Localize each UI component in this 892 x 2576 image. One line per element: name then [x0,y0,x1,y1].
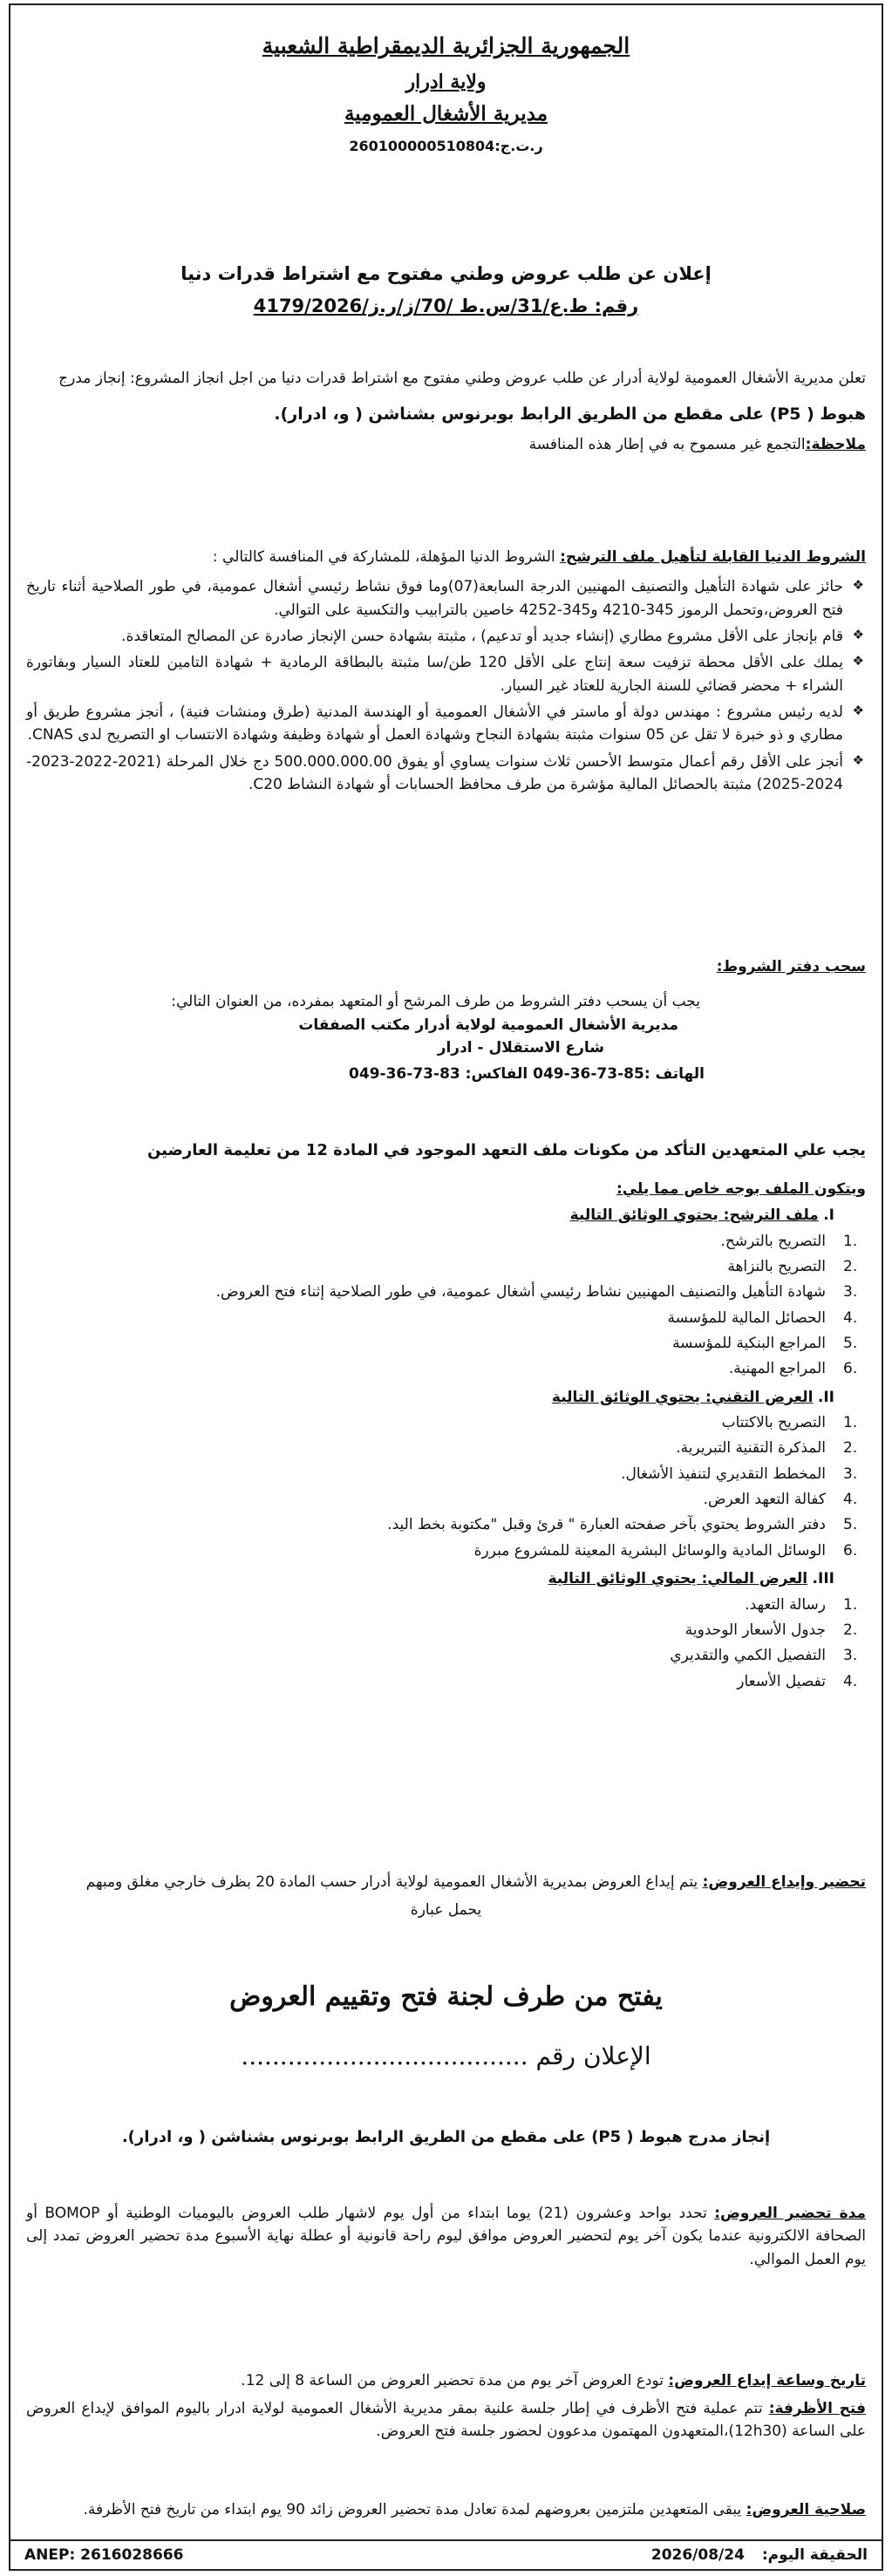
conditions-heading [26,546,866,568]
condition-item: ❖ لديه رئيس مشروع : مهندس دولة أو ماستر في الأشغال العمومية أو الهندسة المدنية (طرق ومنشات فنية) ، أنجز مشروع طريق أو مطاري و ذو خبرة لا تقل عن 05 سنوات مثبتة بشهادة النجاح وشهادة العمل أو شهادة وظيفة وشهادة الانتساب او التصريح لدى CNAS. [26,701,866,747]
deposit-time-section [26,2369,866,2392]
list-item: .2 جدول الأسعار الوحدوية [684,1621,858,1639]
duration-text: تحدد بواحد وعشرون (21) يوما ابتداء من أول يوم لاشهار طلب العروض باليوميات الوطنية أو BOMOP أو الصحافة الالكترونية عندما يكون آخر يوم لتحضير العروض موافق ليوم راحة قانونية أو عطلة نهاية الأسبوع مدة تحضير العروض تمدد إلى يوم العمل الموالي. [26,2205,866,2268]
list-item: .5 دفتر الشروط يحتوي بآخر صفحته العبارة " قرئ وقبل "مكتوبة بخط اليد. [387,1516,858,1534]
title-line-1: إعلان عن طلب عروض وطني مفتوح مع اشتراط قدرات دنيا [180,263,712,284]
list-item: .2 المذكرة التقنية التبريرية. [676,1439,858,1458]
footer-publisher [651,2544,868,2566]
directorate-title: مديرية الأشغال العمومية [344,101,548,126]
withdrawal-section [26,955,866,1086]
section-title: العرض التقني: يحتوي الوثائق التالية [551,1388,814,1406]
section-title: العرض المالي: يحتوي الوثائق التالية [548,1570,808,1588]
intro-text: تعلن مديرية الأشغال العمومية لولاية أدرار عن طلب عروض وطني مفتوح مع اشتراط قدرات دنيا من اجل انجاز المشروع: إنجاز مدرج [58,370,866,387]
list-item: .6 المراجع المهنية. [728,1360,858,1378]
validity-text: يبقى المتعهدين ملتزمين بعروضهم لمدة تعادل مدة تحضير العروض زائد 90 يوم ابتداء من تاريخ فتح الأظرفة. [83,2501,746,2518]
envelope-inscription [26,1977,866,2150]
intro [26,367,866,456]
withdrawal-text: يجب أن يسحب دفتر الشروط من طرف المرشح أو المتعهد بمفرده، من العنوان التالي: [171,993,700,1011]
anep-number: ANEP: 2616028666 [24,2545,184,2564]
note-text: التجمع غير مسموح به في إطار هذه المنافسة [528,435,806,453]
document-list [26,1411,866,1562]
deposit-text [26,1871,866,1893]
deposit-section [26,1871,866,1922]
opening-label: فتح الأظرفة: [768,2400,866,2417]
deposit-label: تحضير وإيداع العروض: [702,1873,866,1891]
header [26,30,866,158]
withdrawal-address-2: شارع الاستقلال - ادرار [437,1039,604,1057]
condition-item: ❖ أنجز على الأقل رقم أعمال متوسط الأحسن ثلاث سنوات يساوي أو يفوق 500.000.000.00 دج خلال المرحلة (2021-2022-2023-2024-2025) مثبتة بالحصائل المالية مؤشرة من طرف محافظ الحسابات أو شهادة النشاط C20. [26,751,866,797]
list-item: .1 التصريح بالاكتتاب [721,1414,858,1432]
deposit-text-2: يحمل عبارة [410,1901,482,1920]
intro-note [26,433,866,456]
opening-text: تتم عملية فتح الأظرف في إطار جلسة علنية بمقر مديرية الأشغال العمومية لولاية ادرار باليوم الموافق لإيداع العروض على الساعة (12h30)،المتعهدون المهتمون مدعوون لحضور جلسة فتح العروض. [26,2400,866,2441]
file-intro: ويتكون الملف بوجه خاص مما يلي: [616,1180,866,1198]
envelope-line-3: إنجاز مدرج هبوط ( P5) على مقطع من الطريق الرابط بوبرنوس بشناشن ( و، ادرار). [121,2127,771,2146]
publisher-name: الحقيقة اليوم: [761,2545,868,2564]
withdrawal-phone: الهاتف :85-73-36-049 الفاكس: 83-73-36-049 [349,1065,705,1084]
publication-date: 2026/08/24 [650,2545,745,2564]
intro-project: هبوط ( P5) على مقطع من الطريق الرابط بوبرنوس بشناشن ( و، ادرار). [274,404,866,425]
footer-bar [10,2539,882,2569]
validity-label: صلاحية العروض: [746,2501,866,2518]
list-item: .3 المخطط التقديري لتنفيذ الأشغال. [621,1465,858,1483]
deposit-body: يتم إيداع العروض بمديرية الأشغال العمومية لولاية أدرار حسب المادة 20 بظرف خارجي مغلق ومبهم [85,1873,703,1891]
list-item: .4 تفصيل الأسعار [737,1672,858,1690]
section-title: ملف الترشح: يحتوي الوثائق التالية [569,1206,819,1225]
conditions-list [26,575,866,796]
withdrawal-label: سحب دفتر الشروط: [716,958,866,975]
duration-section [26,2202,866,2271]
announcement-title [26,260,866,320]
section-financial [26,1567,866,1693]
document-list [26,1594,866,1693]
obligation: يجب علي المتعهدين التأكد من مكونات ملف التعهد الموجود في المادة 12 من تعليمة العارضين [146,1141,866,1159]
envelope-line-1: يفتح من طرف لجنة فتح وتقييم العروض [229,1981,663,2012]
file-composition [26,1178,866,1696]
condition-item: ❖ يملك على الأقل محطة تزفيت سعة إنتاج على الأقل 120 طن/سا مثبتة بالبطاقة الرمادية + شهادة التامين للعتاد السيار وبفاتورة الشراء + محضر قضائي للسنة الجارية للعتاد غير السيار. [26,651,866,697]
deposit-time-label: تاريخ وساعة إيداع العروض: [668,2372,866,2389]
nif-number: ر.ت.ج:260100000510804 [349,138,543,155]
list-item: .1 التصريح بالترشح. [720,1232,858,1250]
list-item: .2 التصريح بالنزاهة [727,1258,858,1276]
list-item: .6 الوسائل المادية والوسائل البشرية المعينة للمشروع مبررة [473,1541,858,1560]
list-item: .3 التفصيل الكمي والتقديري [670,1647,858,1665]
section-roman: II. [817,1388,834,1406]
conditions-section [26,546,866,799]
section-roman: I. [823,1206,834,1225]
announcement-page [9,3,883,2571]
wilaya-title: ولاية ادرار [405,70,487,93]
deposit-time-text: تودع العروض آخر يوم من مدة تحضير العروض من الساعة 8 إلى 12. [241,2372,669,2389]
title-line-2: رقم: ط.ع/31/س.ط /70/ز/ر.ز/4179/2026 [253,295,639,316]
section-roman: III. [812,1570,834,1588]
conditions-label: الشروط الدنيا القابلة لتأهيل ملف الترشح: [560,548,866,566]
section-technical [26,1386,866,1562]
opening-section [26,2397,866,2443]
duration-label: مدة تحضير العروض: [714,2205,867,2222]
list-item: .5 المراجع البنكية للمؤسسة [672,1335,858,1353]
withdrawal-address-1: مديرية الأشغال العمومية لولاية أدرار مكتب الصفقات [298,1016,678,1034]
list-item: .3 شهادة التأهيل والتصنيف المهنيين نشاط رئيسي أشغال عمومية، في طور الصلاحية إثناء فتح العروض. [215,1283,858,1302]
republic-title: الجمهورية الجزائرية الديمقراطية الشعبية [262,33,630,58]
list-item: .1 رسالة التعهد. [745,1595,858,1614]
section-candidacy [26,1204,866,1380]
document-list [26,1230,866,1381]
list-item: .4 كفالة التعهد العرض. [703,1491,858,1509]
list-item: .4 الحصائل المالية للمؤسسة [667,1308,858,1327]
envelope-line-2: الإعلان رقم ..................................... [241,2041,651,2070]
condition-item: ❖ قام بإنجاز على الأقل مشروع مطاري (إنشاء جديد أو تدعيم) ، مثبتة بشهادة حسن الإنجاز صادرة عن المصالح المتعاقدة. [26,625,866,648]
note-label: ملاحظة: [805,435,866,453]
condition-item: ❖ حائز على شهادة التأهيل والتصنيف المهنيين الدرجة السابعة(07)وما فوق نشاط رئيسي أشغال عمومية، في طور الصلاحية أثناء تاريخ فتح العروض،وتحمل الرموز 345-4210 و345-4252 خاصين بالترابيب والتكسية على التوالي. [26,575,866,622]
conditions-lead: الشروط الدنيا المؤهلة، للمشاركة في المنافسة كالتالي : [212,548,561,566]
validity-section [26,2498,866,2521]
